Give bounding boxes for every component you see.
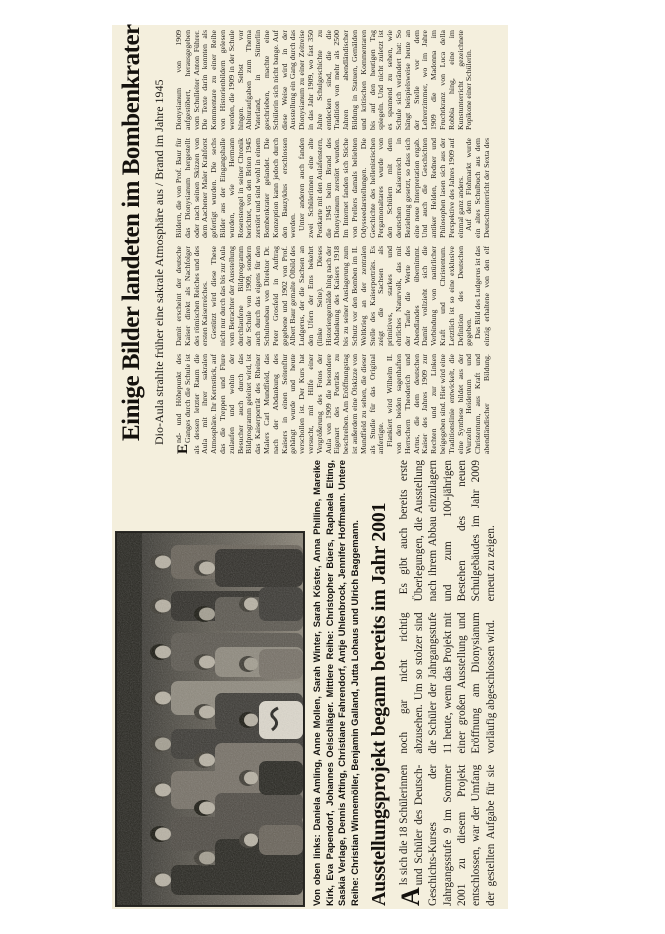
second-article-body [397,460,501,906]
paragraph: Unter anderen auch fanden zwei Schülerinnen eine alte Postkarte mit den Aulafenstern, die 1945 beim Brand des Dionysianum zerstört wurden. Im Internet fanden sich Stiche von Prellers damals beliebten Odysseedarstellungen. Die Geschichte des hellenistischen Pergamonaltares wurde von den Schülern mit dem deutschen Kaiserreich in Beziehung gesetzt, so dass sich eine neue Interpretation ergab. Und auch die Geschichten antiker Helden, Redner und Philosophen lasen sich aus der Perspektive des Jahres 1909 auf einmal ganz anders. [297,138,465,238]
main-article [118,24,497,454]
group-photo-image [116,532,304,906]
photo-section [116,460,501,906]
main-subheadline: Dio-Aula strahlte früher eine sakrale Atmosphäre aus / Brand im Jahre 1945 [152,79,166,445]
main-article-body [175,30,497,454]
paragraph: Das Bild des Ludgerus ist das einzig erhaltene von den elf Bildern, die von Prof. Baur für das Dionysianum hergestellt oder nach seinen Skizzen von dem Aachener Maler Krahforst gefertigt wurden. Die sechs Bilder aus der Eingangshalle wurden, wie Hermann Rosenstengel in seiner Chronik berichtet, von den Briten 1945 zerstört und sind wohl in einem Bombenkrater gelandet. Die Konzeption kann jedoch durch den Bauzyklus erschlossen werden. [174,138,491,346]
paragraph: Es gibt auch bereits erste Überlegungen, die Ausstellung nach ihrem Abbau einzulagern und zum 100-jährigen Bestehen des neuen Schulgebäudes im Jahr 2009 erneut zu zeigen. [398,460,497,602]
photo-caption: Von oben links: Daniela Amling, Anne Mollen, Sarah Winter, Sarah Köster, Anna Philline, Mareike Kirk, Eva Papendorf, Johannes Oelschläger. Mittlere Reihe: Christopher Büers, Raphaela Elting, Saskia Verlage, Dennis Afting, Christiane Fahrendorf, Antje Uhlenbrock, Jennifer Hoffmann. Untere Reihe: Christian Winnemöller, Benjamin Galland, Jutta Lohaus und Ulrich Baggemann. [311,460,360,906]
paragraph: Flankiert wird Wilhelm II. von den beiden sagenhaften Herrschern Theoderich und Artus, die dem deutschen Kaiser des Jahres 1909 zur Rechten und zur Linken beigegeben sind. Hier wird eine Traditionslinie entwickelt, die eine Synthese bildet aus der Wurzeln Heidentum und Christentum, aus Kraft und abendländischer Bildung. Damit erscheint der deutsche Kaiser direkt als Nachfolger des römischen Reiches und des ersten Kaiserreiches. [174,246,491,454]
paragraph: Auf dem Flohmarkt wurde ein altes Schulbuch aus dem Deutschunterricht der Sexta des Dionysianum von 1909 aufgestöbert, herausgegeben vom Schulleiter Anton Führer. Die Texte darin konnten als Kommentare zu einer Reihe von Historienbildern gelesen werden, die 1909 in der Schule hingen. Selbst vor Abituraufgaben zum Thema Vaterland, in Sütterlin geschrieben, machte eine Schülerin sich nicht bange. Auf diese Weise wird in der Ausstellung ein Gang durch das Dionysianum zu einer Zeitreise in das Jahr 1909, wo fast 350 Jahre Schulgeschichte zu entdecken sind, die die Tradition von mehr als 2500 Jahren abendländischer Bildung in Statuen, Gemälden und kritischen Kommentaren bis auf den heutigen Tag spiegeln. Und nicht zuletzt ist es spannend zu sehen, wie Schule sich verändert hat: So hängt beispielsweise heute an der Stelle vor dem Lehrerzimmer, wo im Jahre 1909 die Madonna im Fruchtkranz von Luca della Robbia hing, eine im Kunstunterricht gezeichnete Popikone einer Schülerin. [174,30,491,238]
paragraph: A ls sich die 18 Schülerinnen und Schüler des Deutsch-Geschichts-Kurses der Jahrgangsstufe 9 im Sommer 2001 zu diesem Projekt entschlossen, war der Umfang der gestellten Aufgabe für sie noch gar nicht richtig abzusehen. Um so stolzer sind die Schüler der Jahrgangsstufe 11 heute, wenn das Projekt mit einer großen Ausstellung und Eröffnung am Dionysianum vorläufig abgeschlossen wird. [396,612,497,906]
group-photo [116,532,304,906]
drop-cap: A [396,887,426,906]
paragraph: E nd- und Höhepunkt des Ganges durch die Schule ist als dessen letzter Raum die Aula mit ihrer sakralen Atmosphäre. Ihr Kernstück, auf das die Treppen und Flure zulaufen und wohin der Besucher auch durch das Bildprogramm geleitet wird, ist das Kaiserporträt des Rheiner Malers Carl Mundfield, das nach der Abdankung des Kaisers in einen Seitenflur gehängt wurde und heute verschollen ist. Der Kurs hat versucht, mit Hilfe einer Vergrößerung des Fotos der Aula von 1909 die besondere Eigenart des Porträts zu beschreiben. Am Eröffnungstag ist außerdem eine Ölskizze von Mundfield zu sehen, die dieser als Studie für das Original anfertigte. [174,354,386,454]
drop-cap: E [175,443,191,454]
main-headline: Einige Bilder landeten im Bombenkrater [118,24,145,441]
paragraph: Gestützt wird diese These nicht nur durch das bis zur Aula vom Betrachter der Ausstellung durchlaufene Bildprogramm der Schule von 1909, sondern auch durch das eigens für den Schulneubau von Direktor Dr. Peter Grosfeld in Auftrag gegebene und 1902 von Prof. Albert Baur gemalte Ölbild des Ludgerus, der die Sachsen an den Ufern der Ems bekehrt (linke Seite). Dieses Historiengemälde hing nach der Abdankung des Kaisers 1918 bis zu seiner Auslagerung zum Schutz vor den Bomben im II. Weltkrieg an der zentralen Stelle des Kaiserporträts. Es zeigt die Sachsen als primitives, starkes und ehrliches Naturvolk, das mit der Taufe die Werte des Abendlandes übernimmt. Damit vollzieht sich die Verbindung von natürlicher Kraft und Christentum. Letztlich ist so eine exklusive Definition des Deutschen gegeben. [209,246,474,346]
second-article-headline: Ausstellungsprojekt begann bereits im Jahr 2001 [368,502,391,906]
newspaper-clipping [112,25,508,909]
